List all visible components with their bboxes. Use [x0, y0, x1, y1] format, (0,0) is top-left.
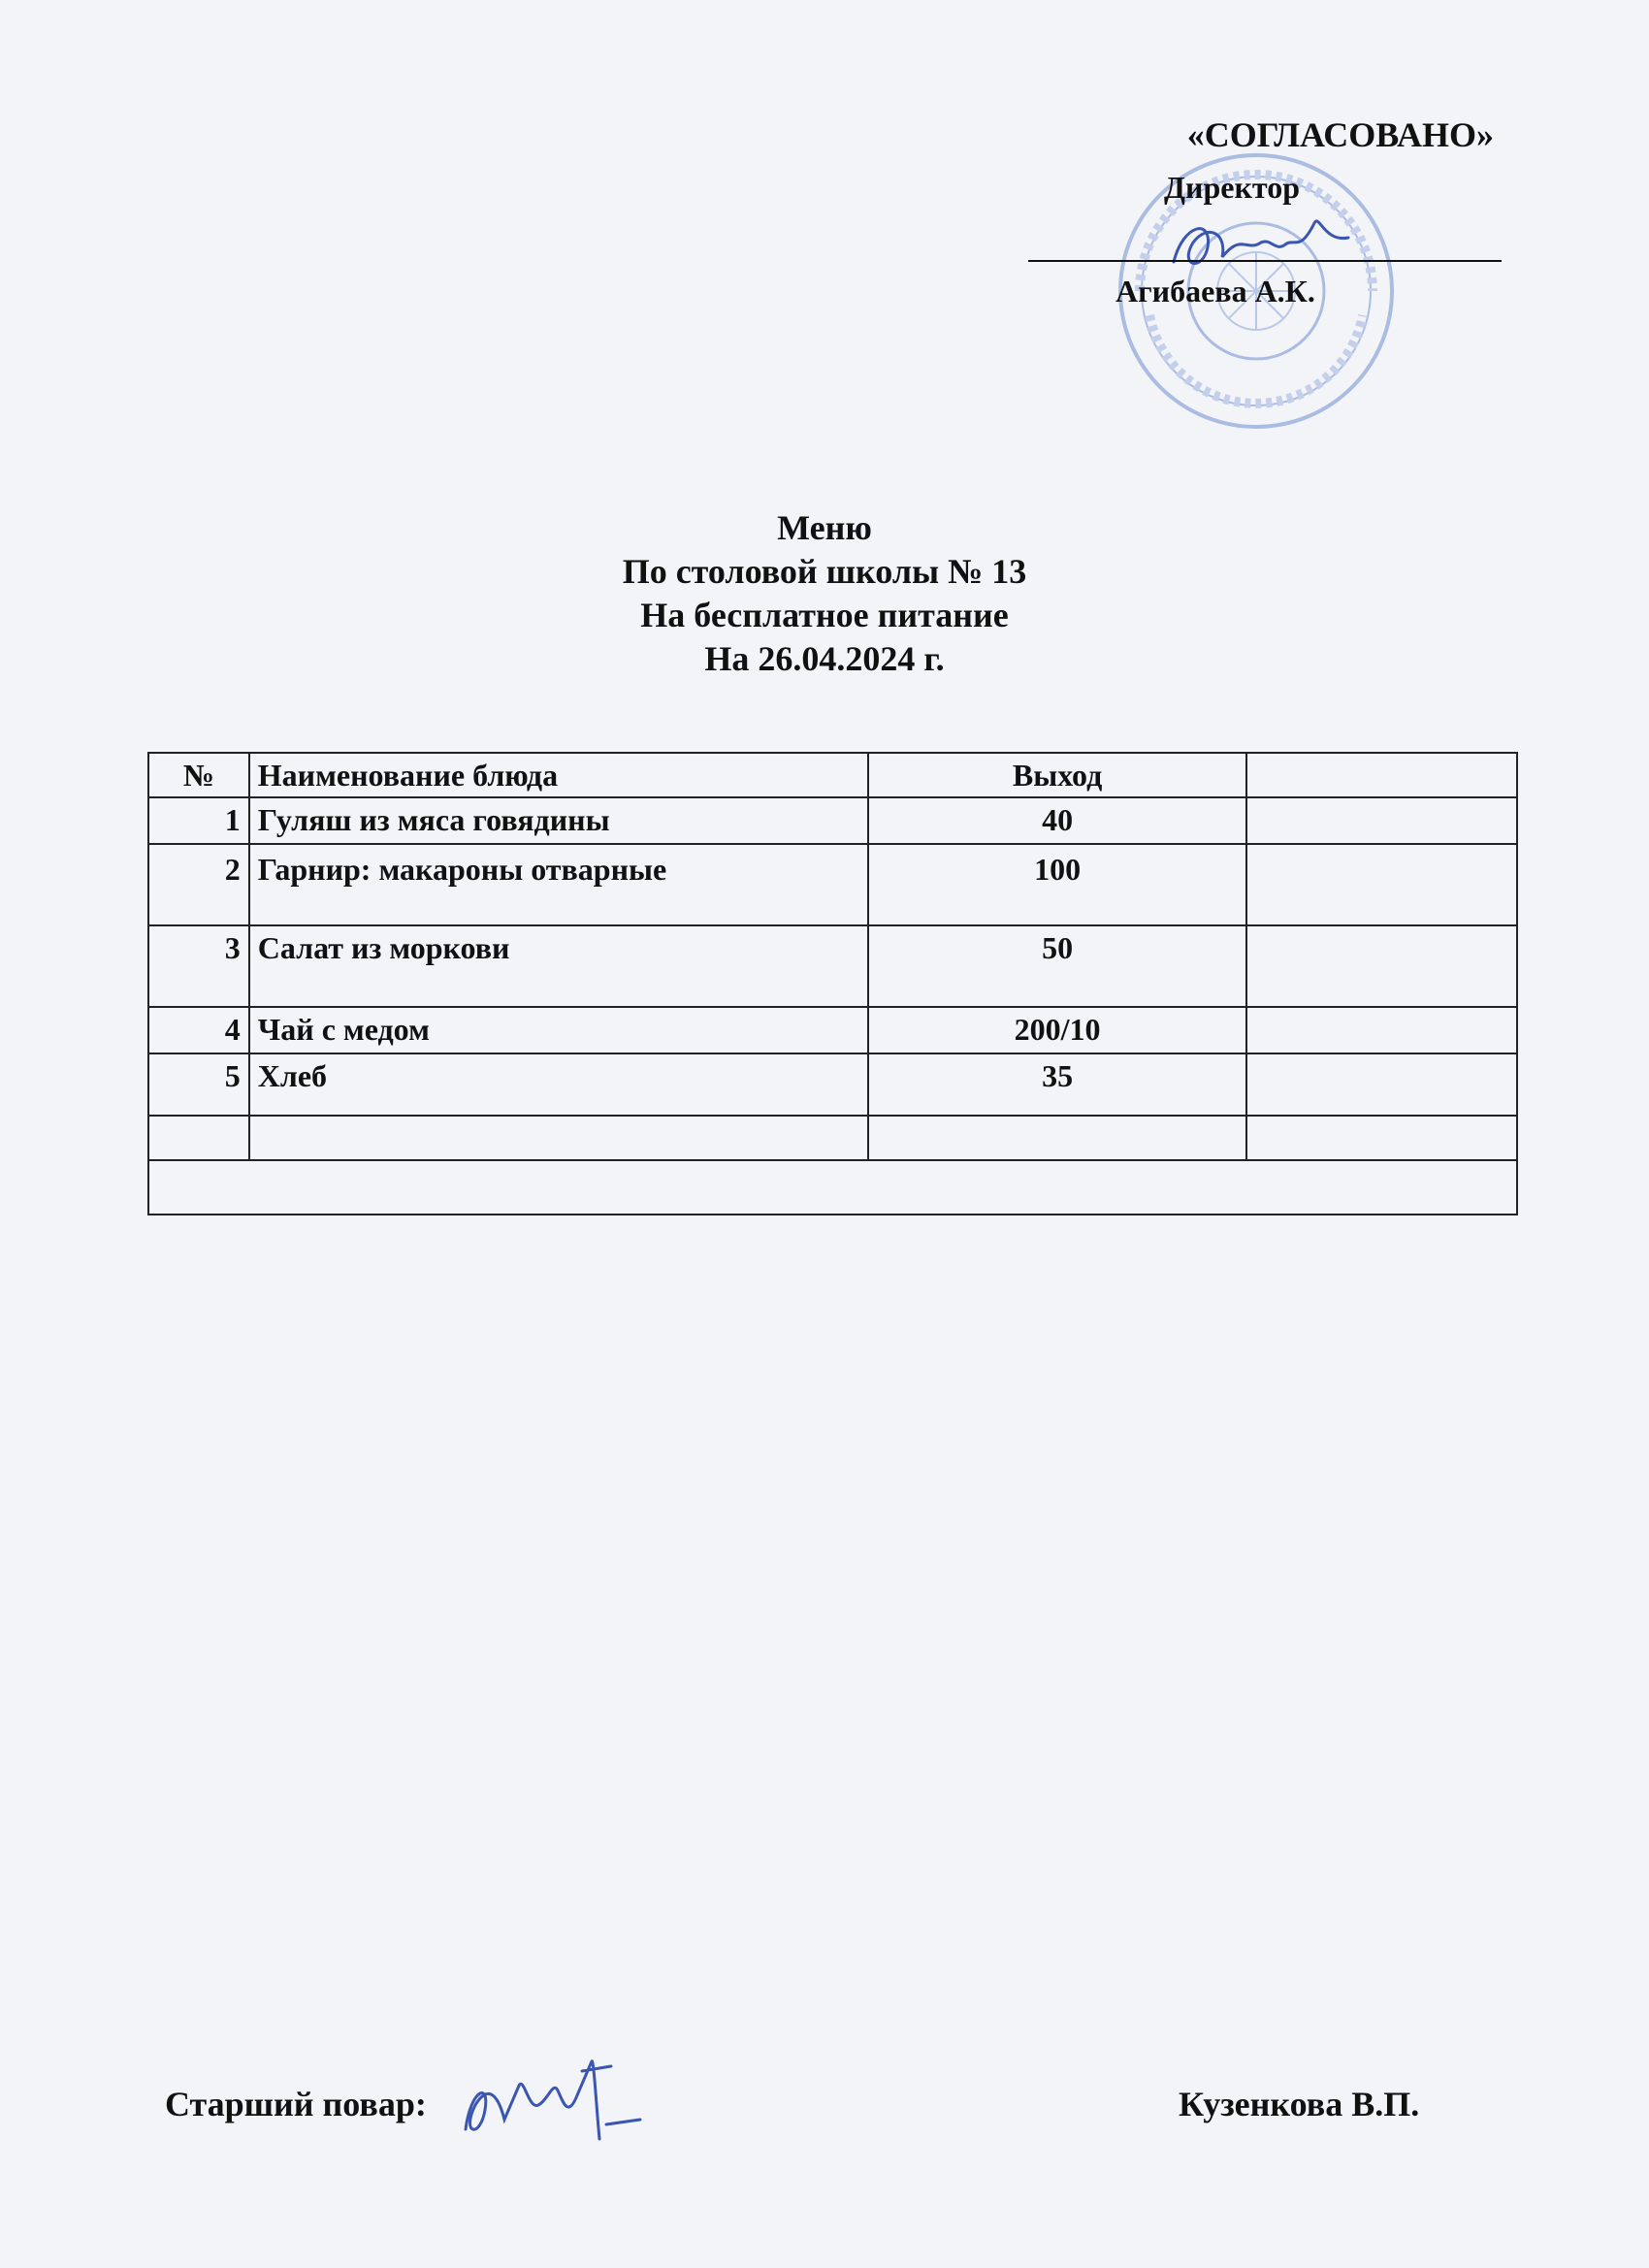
row-output [868, 1116, 1246, 1160]
table-row [148, 797, 1517, 844]
document-heading [436, 506, 1212, 681]
row-dish-name [249, 1116, 868, 1160]
row-dish-name: Хлеб [249, 1053, 868, 1116]
row-extra [1246, 797, 1517, 844]
table-row-merged [148, 1160, 1517, 1215]
table-row [148, 925, 1517, 1007]
merged-cell [148, 1160, 1517, 1215]
cook-name: Кузенкова В.П. [1179, 2085, 1420, 2123]
table-row-empty [148, 1116, 1517, 1160]
row-number: 2 [148, 844, 249, 925]
row-number: 1 [148, 797, 249, 844]
approval-title: «СОГЛАСОВАНО» [1186, 115, 1494, 154]
row-extra [1246, 1007, 1517, 1053]
header-output: Выход [868, 753, 1246, 797]
row-number: 5 [148, 1053, 249, 1116]
menu-table [147, 752, 1518, 1215]
heading-title: Меню [777, 508, 872, 547]
row-dish-name: Салат из моркови [249, 925, 868, 1007]
row-extra [1246, 925, 1517, 1007]
row-output: 40 [868, 797, 1246, 844]
row-dish-name: Гарнир: макароны отварные [249, 844, 868, 925]
row-output: 100 [868, 844, 1246, 925]
signature-line [1028, 260, 1502, 262]
heading-date: На 26.04.2024 г. [704, 639, 945, 678]
table-row [148, 844, 1517, 925]
approval-role: Директор [1164, 170, 1300, 205]
heading-school: По столовой школы № 13 [622, 552, 1027, 591]
row-output: 35 [868, 1053, 1246, 1116]
table-header-row [148, 753, 1517, 797]
row-extra [1246, 1116, 1517, 1160]
row-number: 3 [148, 925, 249, 1007]
header-dish-name: Наименование блюда [249, 753, 868, 797]
row-dish-name: Чай с медом [249, 1007, 868, 1053]
row-output: 50 [868, 925, 1246, 1007]
director-signature [1154, 204, 1368, 281]
table-row [148, 1007, 1517, 1053]
cook-label: Старший повар: [165, 2085, 427, 2123]
row-number [148, 1116, 249, 1160]
table-row [148, 1053, 1517, 1116]
row-extra [1246, 1053, 1517, 1116]
row-extra [1246, 844, 1517, 925]
row-dish-name: Гуляш из мяса говядины [249, 797, 868, 844]
heading-meal-type: На бесплатное питание [640, 596, 1009, 634]
row-number: 4 [148, 1007, 249, 1053]
header-number: № [148, 753, 249, 797]
approval-block [1018, 107, 1504, 427]
cook-signature [446, 2052, 650, 2158]
row-output: 200/10 [868, 1007, 1246, 1053]
header-extra [1246, 753, 1517, 797]
approver-name: Агибаева А.К. [1116, 274, 1315, 308]
